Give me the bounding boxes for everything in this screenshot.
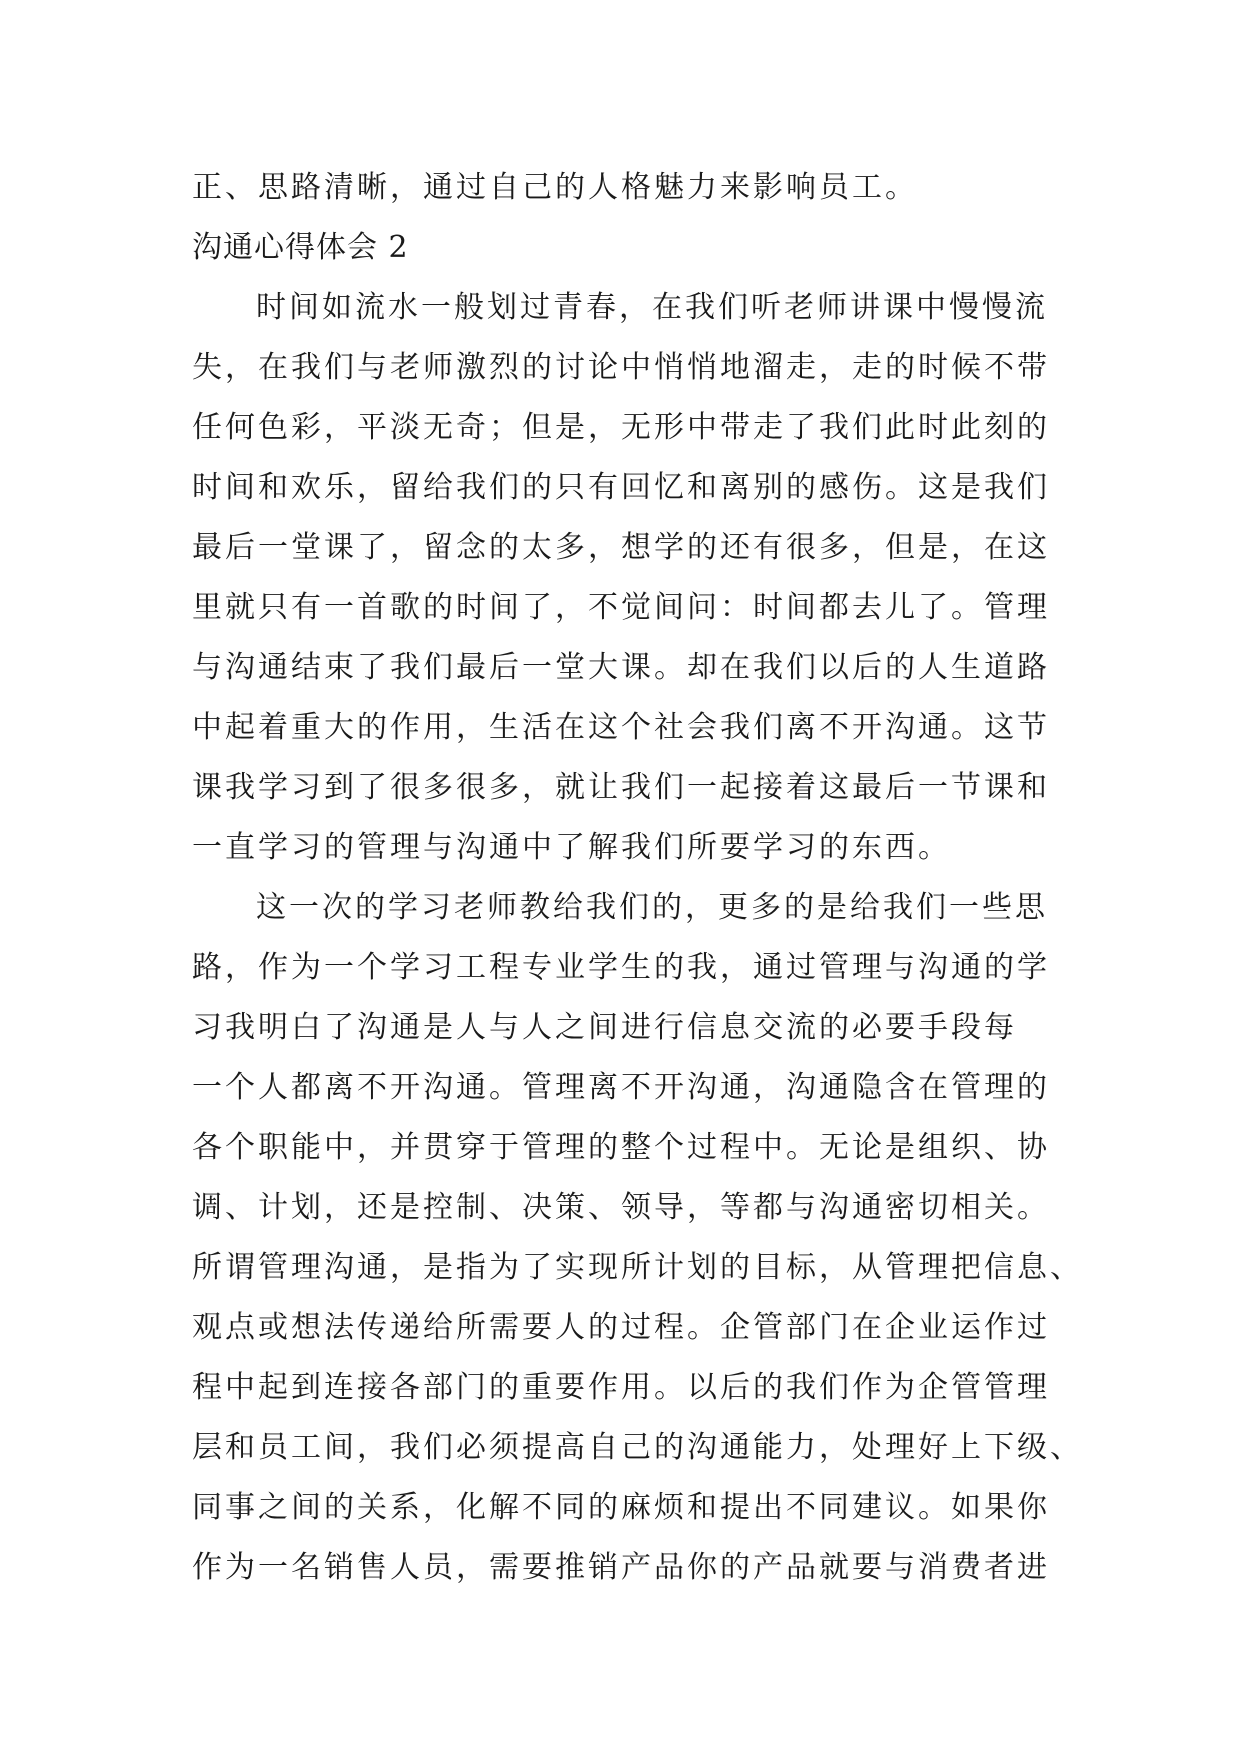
text-line: 各个职能中，并贯穿于管理的整个过程中。无论是组织、协: [192, 1130, 1050, 1165]
text-line: 时间和欢乐，留给我们的只有回忆和离别的感伤。这是我们: [192, 470, 1050, 505]
text-line: 一直学习的管理与沟通中了解我们所要学习的东西。: [192, 830, 951, 865]
document-body: [192, 158, 1083, 1598]
text-line: 与沟通结束了我们最后一堂大课。却在我们以后的人生道路: [192, 650, 1050, 685]
text-line: 调、计划，还是控制、决策、领导，等都与沟通密切相关。: [192, 1190, 1050, 1225]
text-line: 路，作为一个学习工程专业学生的我，通过管理与沟通的学: [192, 950, 1050, 985]
paragraph-first-line: 时间如流水一般划过青春，在我们听老师讲课中慢慢流: [256, 290, 1048, 325]
text-line: 一个人都离不开沟通。管理离不开沟通，沟通隐含在管理的: [192, 1070, 1050, 1105]
text-line: 中起着重大的作用，生活在这个社会我们离不开沟通。这节: [192, 710, 1050, 745]
text-line: 课我学习到了很多很多，就让我们一起接着这最后一节课和: [192, 770, 1050, 805]
text-line: 同事之间的关系，化解不同的麻烦和提出不同建议。如果你: [192, 1490, 1050, 1525]
text-line: 所谓管理沟通，是指为了实现所计划的目标，从管理把信息、: [192, 1250, 1083, 1285]
text-line: 作为一名销售人员，需要推销产品你的产品就要与消费者进: [192, 1550, 1050, 1585]
paragraph-first-line: 这一次的学习老师教给我们的，更多的是给我们一些思: [256, 890, 1048, 925]
text-line: 习我明白了沟通是人与人之间进行信息交流的必要手段每: [192, 1010, 1017, 1045]
text-line: 正、思路清晰，通过自己的人格魅力来影响员工。: [192, 170, 918, 205]
section-heading: 沟通心得体会 2: [192, 230, 409, 265]
text-line: 层和员工间，我们必须提高自己的沟通能力，处理好上下级、: [192, 1430, 1083, 1465]
text-line: 观点或想法传递给所需要人的过程。企管部门在企业运作过: [192, 1310, 1050, 1345]
text-line: 最后一堂课了，留念的太多，想学的还有很多，但是，在这: [192, 530, 1050, 565]
text-line: 任何色彩，平淡无奇；但是，无形中带走了我们此时此刻的: [192, 410, 1050, 445]
text-line: 失，在我们与老师激烈的讨论中悄悄地溜走，走的时候不带: [192, 350, 1050, 385]
text-line: 程中起到连接各部门的重要作用。以后的我们作为企管管理: [192, 1370, 1050, 1405]
text-line: 里就只有一首歌的时间了，不觉间问：时间都去儿了。管理: [192, 590, 1050, 625]
